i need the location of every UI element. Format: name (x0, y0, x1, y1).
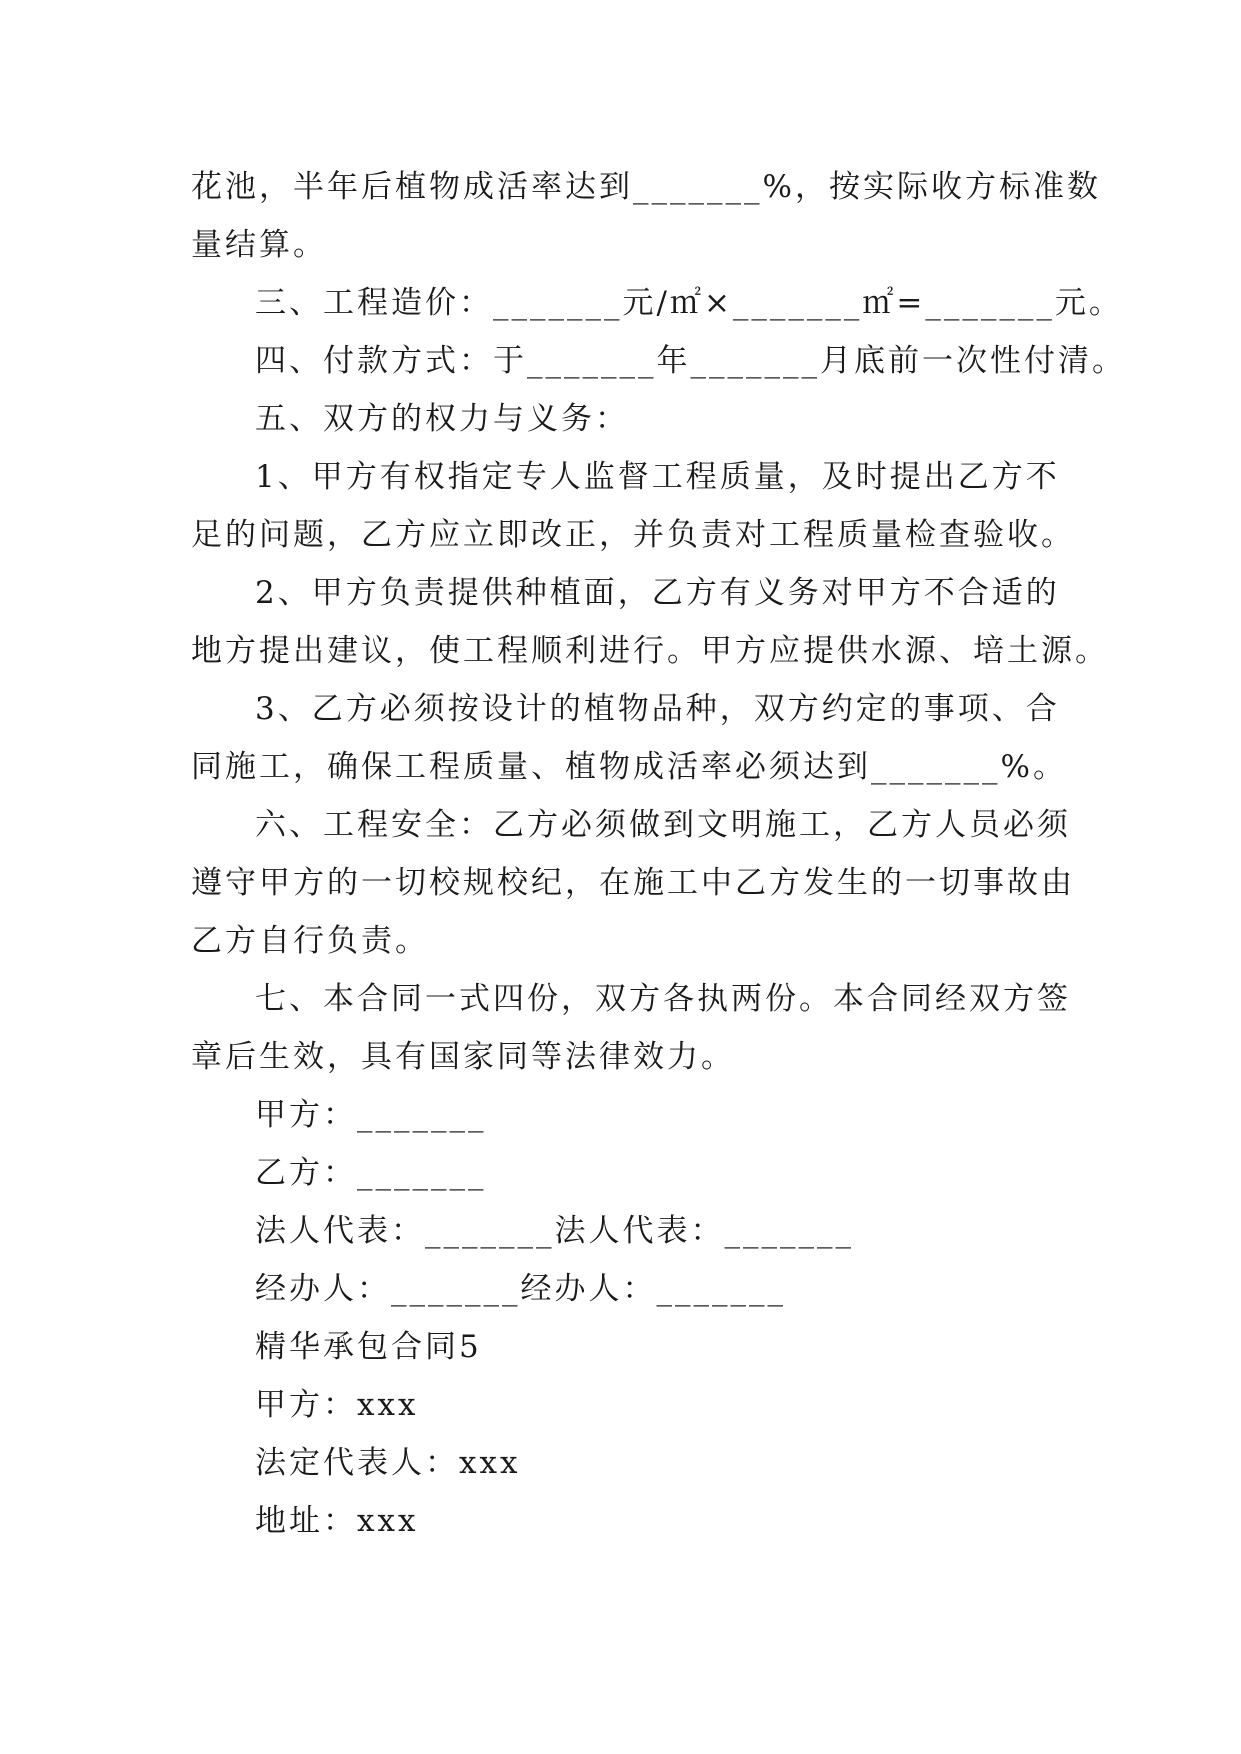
clause-payment-method: 四、付款方式：于_______年_______月底前一次性付清。 (255, 343, 1126, 379)
clause-item-2: 2、甲方负责提供种植面，乙方有义务对甲方不合适的 (255, 575, 1060, 611)
section-title: 精华承包合同5 (255, 1329, 482, 1365)
paragraph-line: 量结算。 (191, 227, 327, 263)
legal-representative-line: 法定代表人：xxx (255, 1445, 521, 1481)
signature-party-b: 乙方：_______ (255, 1155, 487, 1191)
signature-party-a: 甲方：_______ (255, 1097, 487, 1133)
paragraph-line: 花池，半年后植物成活率达到_______%，按实际收方标准数 (191, 169, 1101, 205)
clause-item-3-cont: 同施工，确保工程质量、植物成活率必须达到_______%。 (191, 749, 1067, 785)
clause-project-safety-cont: 遵守甲方的一切校规校纪，在施工中乙方发生的一切事故由 (191, 865, 1075, 901)
clause-rights-obligations-heading: 五、双方的权力与义务： (255, 401, 629, 437)
clause-item-2-cont: 地方提出建议，使工程顺利进行。甲方应提供水源、培土源。 (191, 633, 1109, 669)
clause-item-1-cont: 足的问题，乙方应立即改正，并负责对工程质量检查验收。 (191, 517, 1075, 553)
address-line: 地址：xxx (255, 1503, 419, 1539)
clause-item-3: 3、乙方必须按设计的植物品种，双方约定的事项、合 (255, 691, 1060, 727)
clause-copies: 七、本合同一式四份，双方各执两份。本合同经双方签 (255, 981, 1071, 1017)
party-a-line: 甲方：xxx (255, 1387, 419, 1423)
signature-legal-reps: 法人代表：_______法人代表：_______ (255, 1213, 854, 1249)
clause-copies-cont: 章后生效，具有国家同等法律效力。 (191, 1039, 735, 1075)
contract-body (191, 158, 1126, 1550)
signature-handlers: 经办人：_______经办人：_______ (255, 1271, 786, 1307)
clause-project-safety-cont: 乙方自行负责。 (191, 923, 429, 959)
clause-item-1: 1、甲方有权指定专人监督工程质量，及时提出乙方不 (255, 459, 1060, 495)
clause-project-safety: 六、工程安全：乙方必须做到文明施工，乙方人员必须 (255, 807, 1071, 843)
clause-project-cost: 三、工程造价：_______元/㎡×_______㎡=_______元。 (255, 285, 1123, 321)
